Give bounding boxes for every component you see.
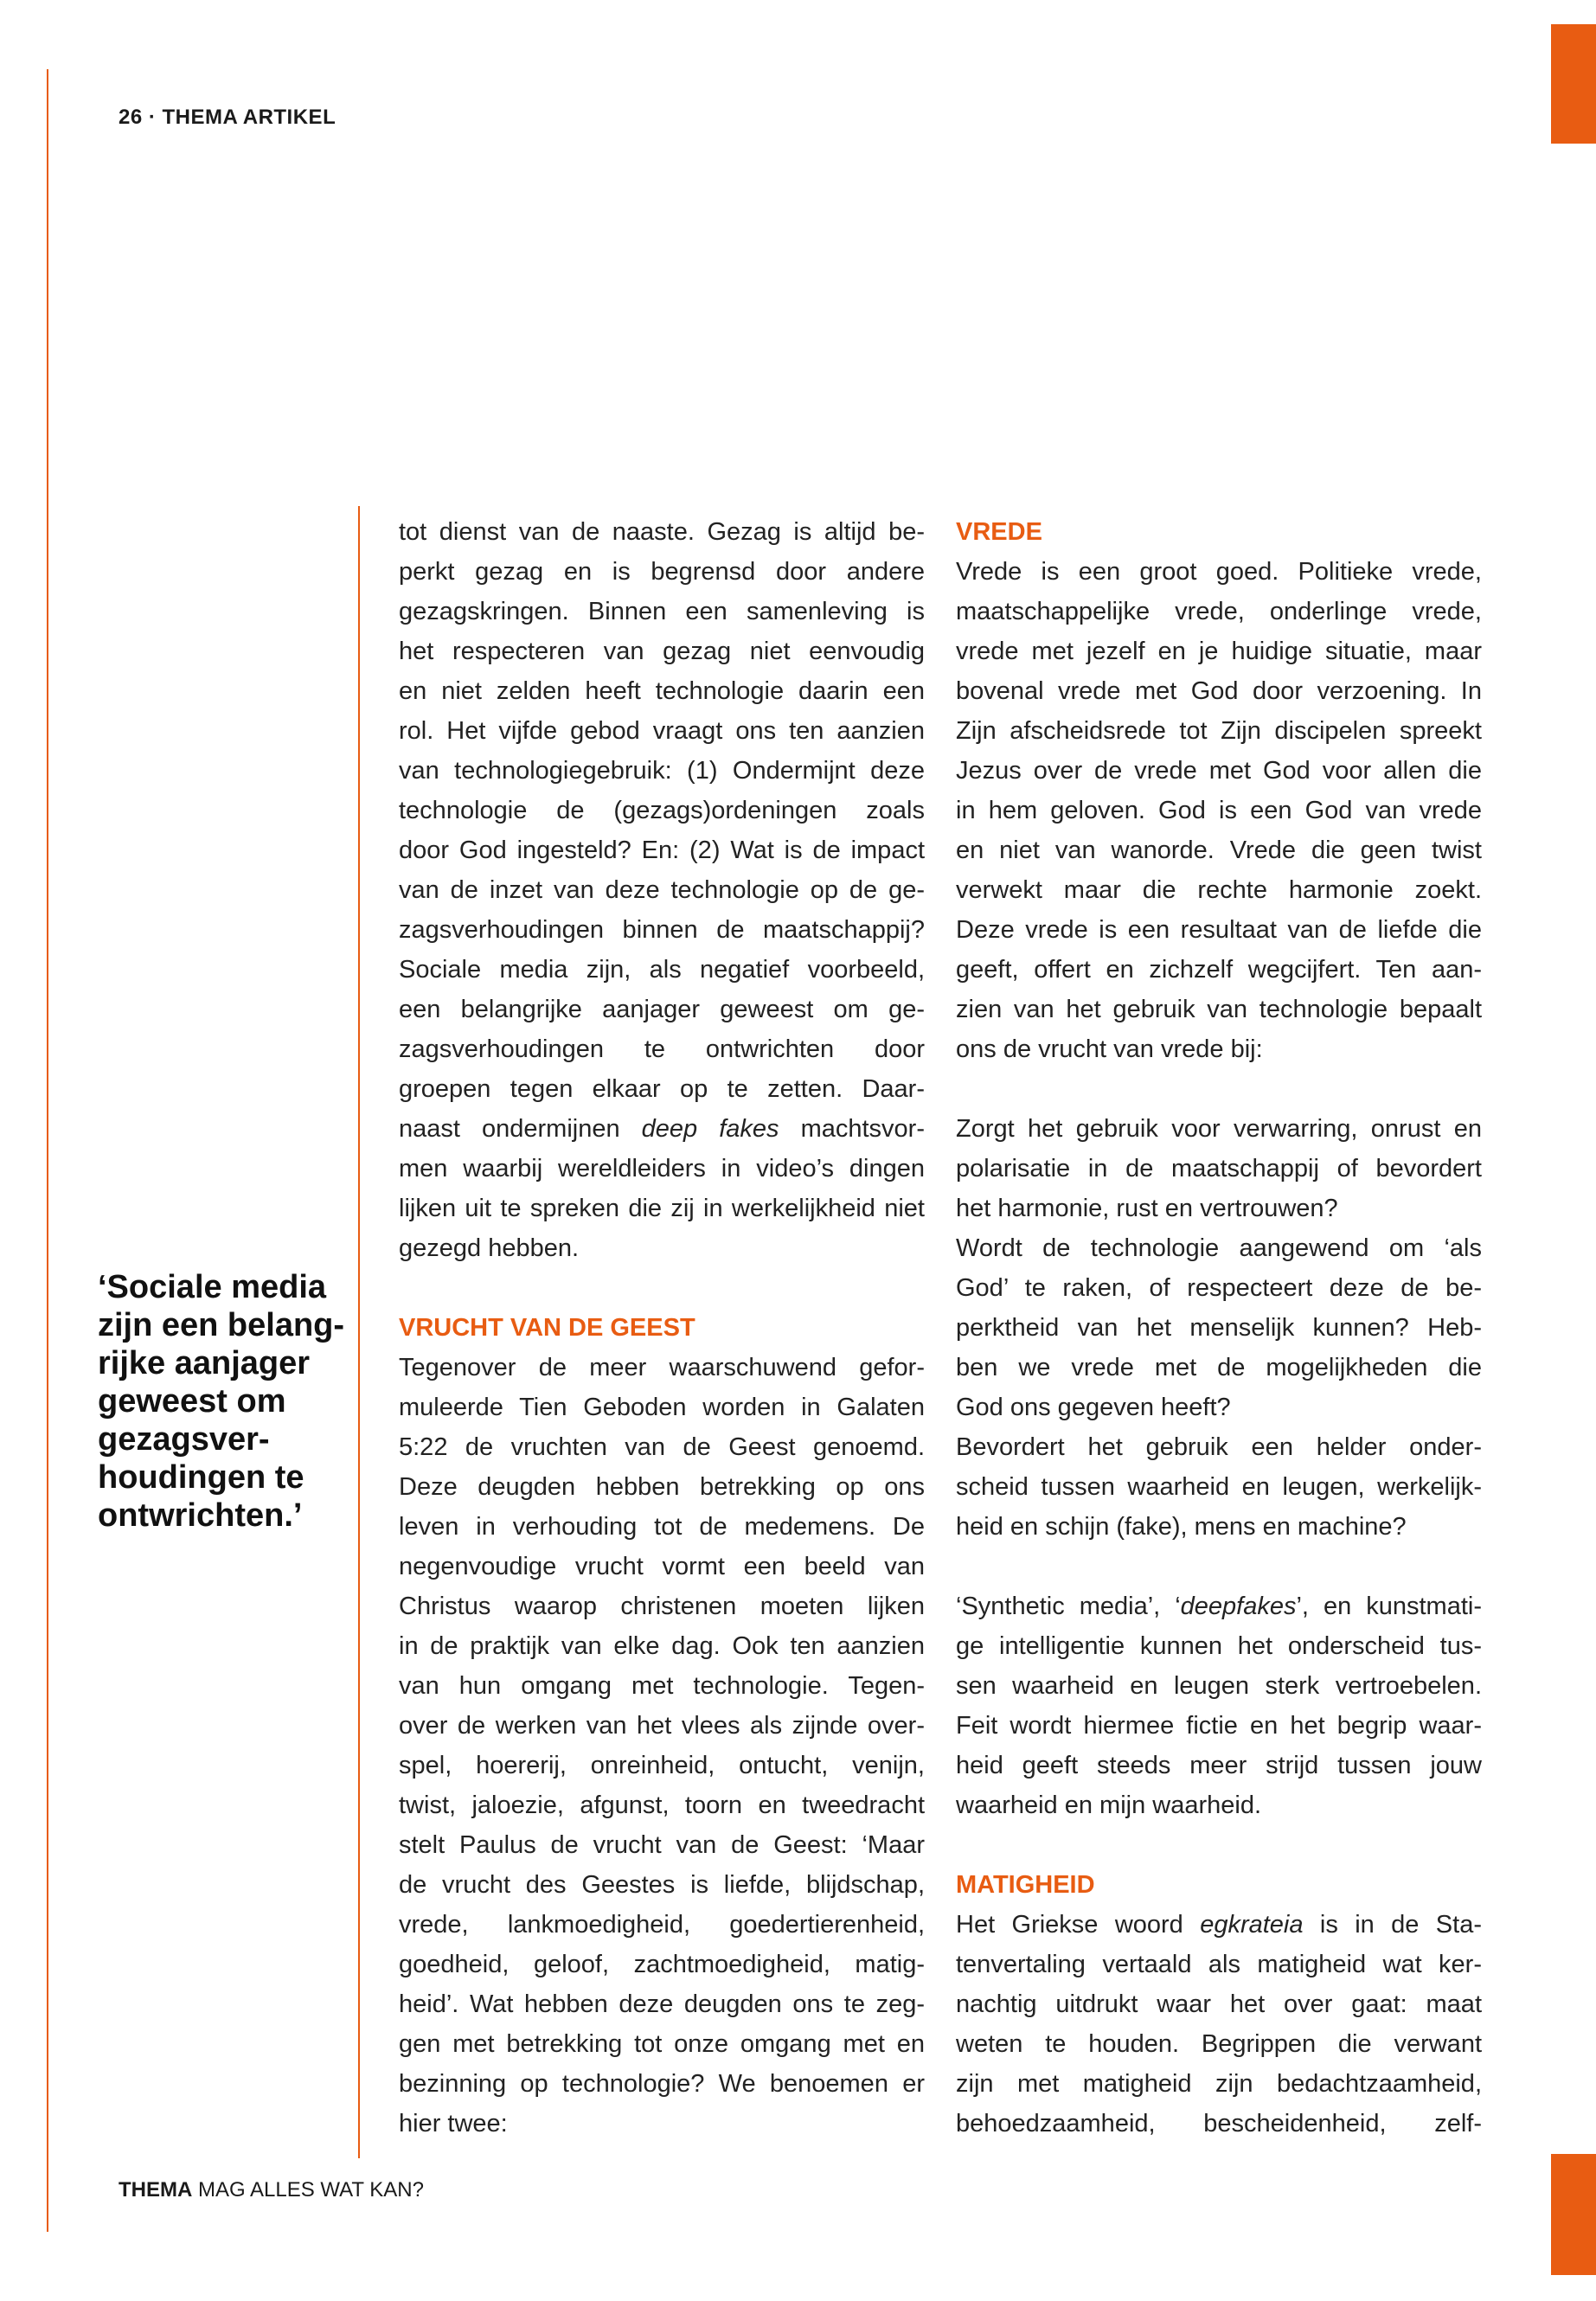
- pull-quote: [98, 1268, 349, 1535]
- text-line: Jezus over de vrede met God voor allen die: [956, 757, 1482, 785]
- pull-quote-line: rijke aanjager: [98, 1345, 311, 1381]
- text-line: negenvoudige vrucht vormt een beeld van: [399, 1553, 925, 1580]
- text-line: rol. Het vijfde gebod vraagt ons ten aanzien: [399, 717, 925, 745]
- text-line: vrede, lankmoedigheid, goedertierenheid,: [399, 1911, 925, 1939]
- text-line: perkt gezag en is begrensd door andere: [399, 558, 925, 586]
- text-line: ge intelligentie kunnen het onderscheid tus-: [956, 1632, 1482, 1660]
- text-line: Deze deugden hebben betrekking op ons: [399, 1473, 925, 1501]
- text-line: het harmonie, rust en vertrouwen?: [956, 1195, 1338, 1222]
- pull-quote-line: geweest om: [98, 1383, 286, 1420]
- text-line: tenvertaling vertaald als matigheid wat ker-: [956, 1951, 1482, 1978]
- text-line: geeft, offert en zichzelf wegcijfert. Ten aan-: [956, 956, 1482, 984]
- text-line: Wordt de technologie aangewend om ‘als: [956, 1234, 1482, 1262]
- pull-quote-line: gezagsver-: [98, 1421, 270, 1458]
- text-line: polarisatie in de maatschappij of bevordert: [956, 1155, 1482, 1183]
- text-line: zien van het gebruik van technologie bepaalt: [956, 996, 1482, 1023]
- text-line: weten te houden. Begrippen die verwant: [956, 2030, 1482, 2058]
- text-line: Tegenover de meer waarschuwend gefor-: [399, 1354, 925, 1381]
- text-line: over de werken van het vlees als zijnde over-: [399, 1712, 925, 1740]
- page-footer: [119, 2178, 424, 2202]
- text-line: bovenal vrede met God door verzoening. In: [956, 677, 1482, 705]
- page-header: 26 · THEMA ARTIKEL: [119, 106, 337, 129]
- text-line: stelt Paulus de vrucht van de Geest: ‘Maar: [399, 1831, 925, 1859]
- text-line: gezegd hebben.: [399, 1234, 580, 1262]
- text-line: heid’. Wat hebben deze deugden ons te zeg-: [399, 1990, 925, 2018]
- text-line: en niet zelden heeft technologie daarin een: [399, 677, 925, 705]
- body-paragraph: [399, 512, 925, 1268]
- text-line: perktheid van het menselijk kunnen? Heb-: [956, 1314, 1482, 1342]
- text-line: waarheid en mijn waarheid.: [956, 1791, 1262, 1819]
- text-line: maatschappelijke vrede, onderlinge vrede,: [956, 598, 1482, 625]
- pull-quote-line: ‘Sociale media: [98, 1269, 327, 1305]
- text-line: Bevordert het gebruik een helder onder-: [956, 1433, 1482, 1461]
- text-column-2: [956, 512, 1482, 2144]
- orange-page-tab-bottom: [1551, 2154, 1596, 2275]
- text-line: technologie de (gezags)ordeningen zoals: [399, 797, 925, 824]
- text-line: groepen tegen elkaar op te zetten. Daar-: [399, 1075, 925, 1103]
- orange-page-tab-top: [1551, 24, 1596, 144]
- text-line: zagsverhoudingen te ontwrichten door: [399, 1035, 925, 1063]
- text-line: in de praktijk van elke dag. Ook ten aanzien: [399, 1632, 925, 1660]
- footer-brand: THEMA: [119, 2178, 193, 2202]
- body-paragraph: [956, 1586, 1482, 1825]
- text-line: Christus waarop christenen moeten lijken: [399, 1593, 925, 1620]
- text-line: God ons gegeven heeft?: [956, 1394, 1231, 1421]
- text-line: en niet van wanorde. Vrede die geen twist: [956, 836, 1482, 864]
- section-heading-vrede: VREDE: [956, 518, 1042, 546]
- text-line: Zijn afscheidsrede tot Zijn discipelen spreekt: [956, 717, 1482, 745]
- pull-quote-line: zijn een belang-: [98, 1307, 345, 1343]
- text-line: God’ te raken, of respecteert deze de be-: [956, 1274, 1482, 1302]
- text-line: zijn met matigheid zijn bedachtzaamheid,: [956, 2070, 1482, 2098]
- body-paragraph: [399, 1348, 925, 2144]
- text-line-with-italic: naast ondermijnen deep fakes machtsvor-: [399, 1115, 925, 1143]
- text-column-1: [399, 512, 925, 2144]
- text-line: van technologiegebruik: (1) Ondermijnt deze: [399, 757, 925, 785]
- pull-quote-line: houdingen te: [98, 1459, 304, 1496]
- text-line: sen waarheid en leugen sterk vertroebelen.: [956, 1672, 1482, 1700]
- italic-term: deepfakes: [1180, 1593, 1297, 1620]
- column-divider-rule: [358, 506, 360, 2158]
- text-line: het respecteren van gezag niet eenvoudig: [399, 638, 925, 665]
- text-line: door God ingesteld? En: (2) Wat is de impact: [399, 836, 925, 864]
- text-line: men waarbij wereldleiders in video’s dingen: [399, 1155, 925, 1183]
- text-line: Deze vrede is een resultaat van de liefde die: [956, 916, 1482, 944]
- text-line: 5:22 de vruchten van de Geest genoemd.: [399, 1433, 925, 1461]
- text-line: twist, jaloezie, afgunst, toorn en tweedracht: [399, 1791, 925, 1819]
- text-line: heid en schijn (fake), mens en machine?: [956, 1513, 1407, 1541]
- text-line: Feit wordt hiermee fictie en het begrip waar-: [956, 1712, 1482, 1740]
- text-line-with-italic: ‘Synthetic media’, ‘deepfakes’, en kunstmati-: [956, 1593, 1482, 1620]
- left-margin-rule: [47, 69, 48, 2232]
- text-line: de vrucht des Geestes is liefde, blijdschap,: [399, 1871, 925, 1899]
- text-line: muleerde Tien Geboden worden in Galaten: [399, 1394, 925, 1421]
- text-line: ben we vrede met de mogelijkheden die: [956, 1354, 1482, 1381]
- italic-term: deep fakes: [641, 1115, 779, 1143]
- footer-tagline: MAG ALLES WAT KAN?: [198, 2178, 424, 2202]
- text-line: gezagskringen. Binnen een samenleving is: [399, 598, 925, 625]
- text-line: nachtig uitdrukt waar het over gaat: maat: [956, 1990, 1482, 2018]
- text-line: heid geeft steeds meer strijd tussen jouw: [956, 1752, 1482, 1779]
- text-line: van hun omgang met technologie. Tegen-: [399, 1672, 925, 1700]
- text-line: hier twee:: [399, 2110, 508, 2138]
- text-line: leven in verhouding tot de medemens. De: [399, 1513, 925, 1541]
- text-line: behoedzaamheid, bescheidenheid, zelf-: [956, 2110, 1482, 2138]
- text-line: scheid tussen waarheid en leugen, werkelijk-: [956, 1473, 1482, 1501]
- text-line: gen met betrekking tot onze omgang met en: [399, 2030, 925, 2058]
- text-line-with-italic: Het Griekse woord egkrateia is in de Sta-: [956, 1911, 1482, 1939]
- text-line: vrede met jezelf en je huidige situatie, maar: [956, 638, 1482, 665]
- section-heading-vrucht: VRUCHT VAN DE GEEST: [399, 1314, 695, 1342]
- text-line: bezinning op technologie? We benoemen er: [399, 2070, 925, 2098]
- text-line: goedheid, geloof, zachtmoedigheid, matig-: [399, 1951, 925, 1978]
- section-heading-matigheid: MATIGHEID: [956, 1871, 1095, 1899]
- text-line: een belangrijke aanjager geweest om ge-: [399, 996, 925, 1023]
- text-line: Vrede is een groot goed. Politieke vrede,: [956, 558, 1482, 586]
- text-line: van de inzet van deze technologie op de ge-: [399, 876, 925, 904]
- text-line: spel, hoererij, onreinheid, ontucht, venijn,: [399, 1752, 925, 1779]
- body-paragraph: [956, 552, 1482, 1069]
- text-line: ons de vrucht van vrede bij:: [956, 1035, 1263, 1063]
- text-line: lijken uit te spreken die zij in werkelijkheid niet: [399, 1195, 925, 1222]
- text-line: tot dienst van de naaste. Gezag is altijd be-: [399, 518, 925, 546]
- body-paragraph: [956, 1109, 1482, 1547]
- italic-term: egkrateia: [1200, 1911, 1304, 1939]
- text-line: in hem geloven. God is een God van vrede: [956, 797, 1482, 824]
- text-line: Zorgt het gebruik voor verwarring, onrust en: [956, 1115, 1482, 1143]
- text-line: Sociale media zijn, als negatief voorbeeld,: [399, 956, 925, 984]
- text-line: zagsverhoudingen binnen de maatschappij?: [399, 916, 925, 944]
- pull-quote-line: ontwrichten.’: [98, 1497, 303, 1534]
- body-paragraph: [956, 1905, 1482, 2144]
- text-line: verwekt maar die rechte harmonie zoekt.: [956, 876, 1482, 904]
